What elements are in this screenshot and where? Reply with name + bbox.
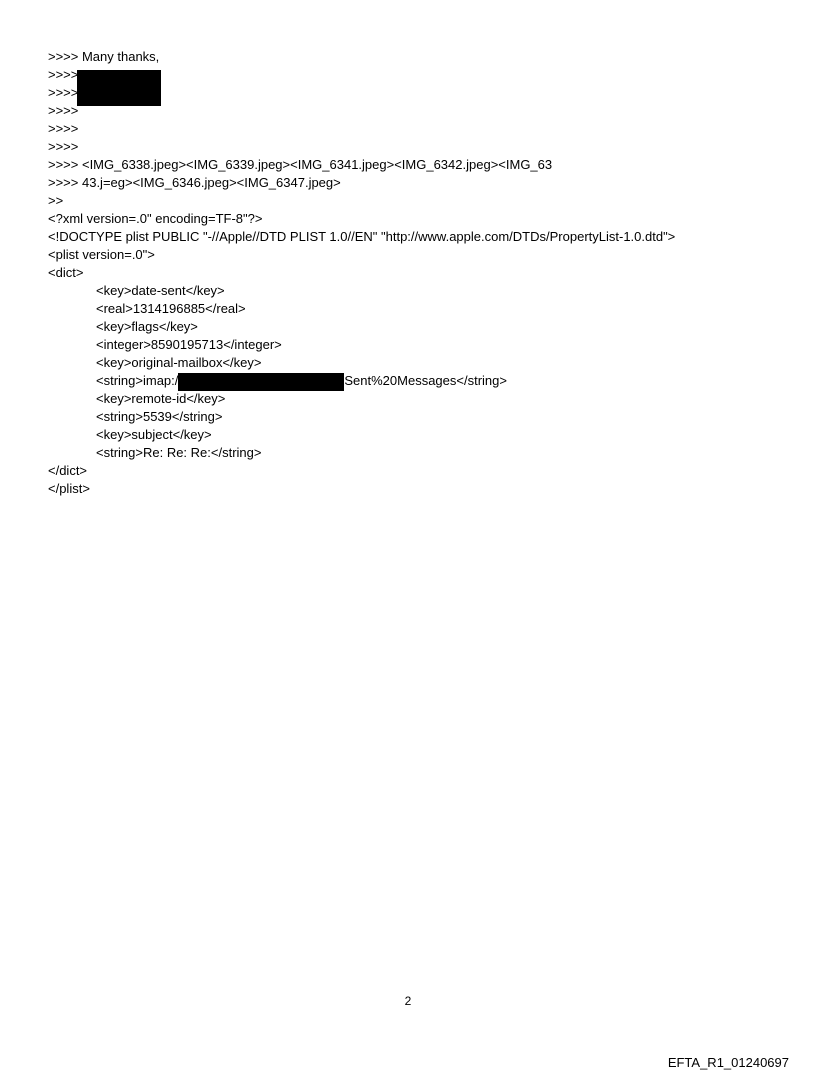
text-line: >>>> <box>48 139 79 154</box>
plist-entry: <string>5539</string> <box>96 409 223 424</box>
text-line: >>>> 43.j=eg><IMG_6346.jpeg><IMG_6347.jpeg> <box>48 175 341 190</box>
plist-entry: <key>subject</key> <box>96 427 212 442</box>
dict-open: <dict> <box>48 265 84 280</box>
plist-entry: <real>1314196885</real> <box>96 301 246 316</box>
mailbox-prefix: <string>imap:/ <box>96 373 179 388</box>
text-line: >>>> <box>48 103 79 118</box>
text-line: >>>> <box>48 67 79 82</box>
xml-declaration: <?xml version=.0" encoding=TF-8"?> <box>48 211 263 226</box>
plist-entry: <integer>8590195713</integer> <box>96 337 282 352</box>
plist-entry: <string>Re: Re: Re:</string> <box>96 445 262 460</box>
page-number: 2 <box>404 994 412 1008</box>
email-body <box>48 48 788 498</box>
doctype-line: <!DOCTYPE plist PUBLIC "-//Apple//DTD PLIST 1.0//EN" "http://www.apple.com/DTDs/PropertyList-1.0.dtd"> <box>48 229 676 244</box>
redaction-block <box>178 373 344 391</box>
text-line: >>>> Many thanks, <box>48 49 160 64</box>
text-line: >>>> <IMG_6338.jpeg><IMG_6339.jpeg><IMG_6341.jpeg><IMG_6342.jpeg><IMG_63 <box>48 157 553 172</box>
plist-entry: <key>original-mailbox</key> <box>96 355 262 370</box>
text-line: >>>> <box>48 85 79 100</box>
text-line: >>>> <box>48 121 79 136</box>
plist-entry: <key>date-sent</key> <box>96 283 225 298</box>
bates-number: EFTA_R1_01240697 <box>667 1055 789 1070</box>
text-line: >> <box>48 193 64 208</box>
plist-entry: <key>flags</key> <box>96 319 198 334</box>
mailbox-suffix: Sent%20Messages</string> <box>344 373 507 388</box>
plist-entry-mailbox <box>48 372 788 390</box>
plist-close: </plist> <box>48 481 90 496</box>
dict-close: </dict> <box>48 463 88 478</box>
plist-open: <plist version=.0"> <box>48 247 155 262</box>
plist-entry: <key>remote-id</key> <box>96 391 226 406</box>
